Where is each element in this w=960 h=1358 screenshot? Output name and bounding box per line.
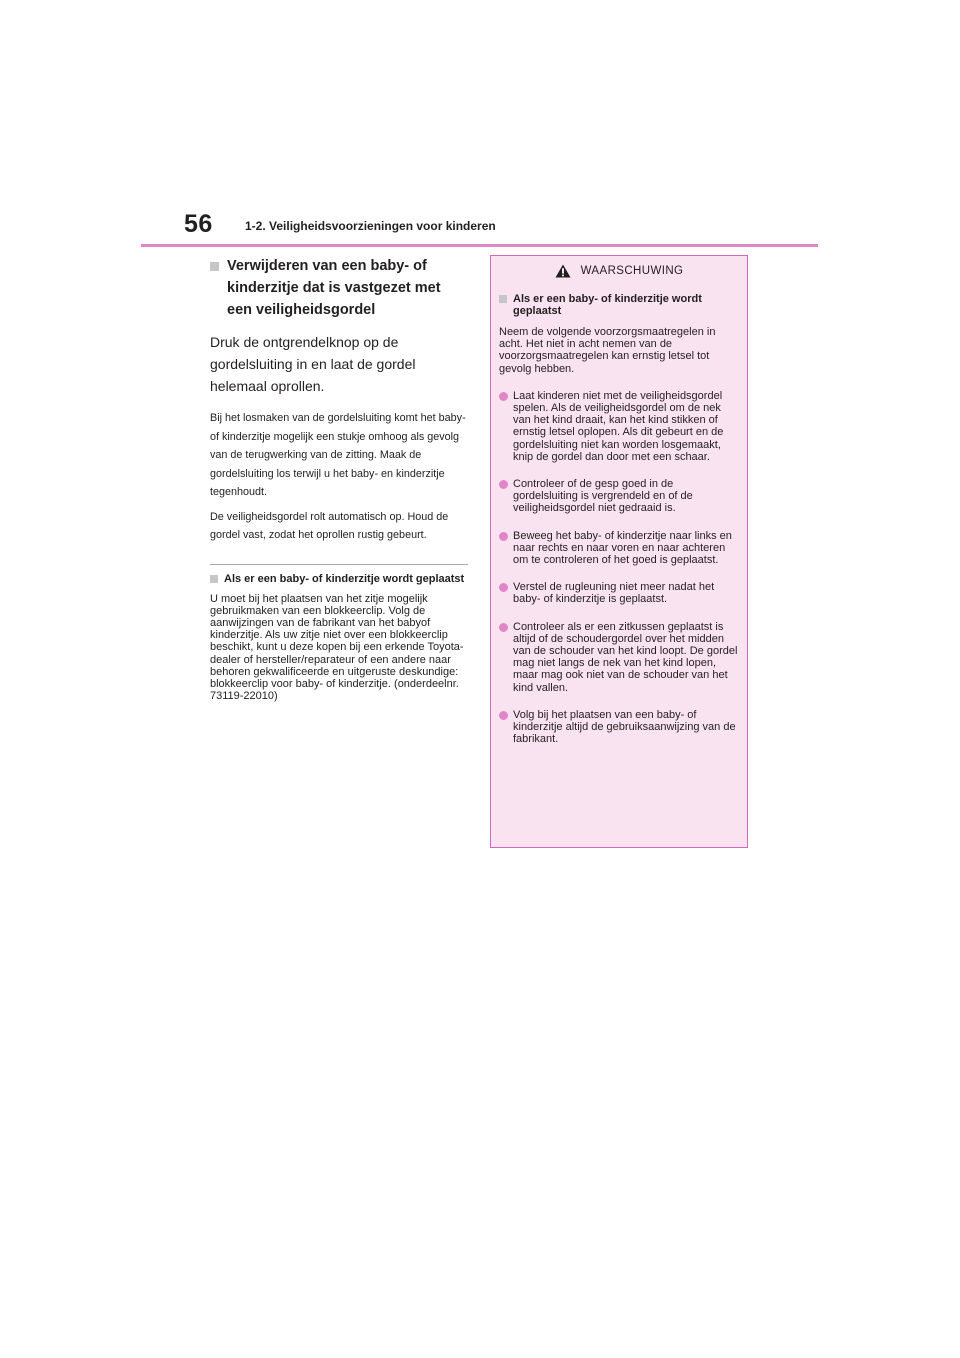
main-column xyxy=(210,255,468,702)
warning-bullet xyxy=(499,390,739,463)
note-heading xyxy=(210,573,468,585)
warning-bullet-text: Volg bij het plaatsen van een baby- of kinderzitje altijd de gebruiksaanwijzing van de fabrikant. xyxy=(513,708,736,746)
removal-paragraph-1: Bij het losmaken van de gordelsluiting komt het baby- of kinderzitje mogelijk een stukje omhoog als gevolg van de terugwerking van de zitting. Maak de gordelsluiting los terwijl u het baby- en kinderzitje tegenhoudt. xyxy=(210,412,466,498)
bullet-dot-icon xyxy=(499,583,508,592)
note-divider xyxy=(210,564,468,565)
bullet-dot-icon xyxy=(499,711,508,720)
bullet-dot-icon xyxy=(499,480,508,489)
removal-heading xyxy=(210,255,468,321)
square-bullet-icon xyxy=(210,262,219,271)
warning-heading xyxy=(499,293,739,317)
warning-bullet xyxy=(499,621,739,694)
warning-bullet-text: Verstel de rugleuning niet meer nadat het baby- of kinderzitje is geplaatst. xyxy=(513,581,715,606)
bullet-dot-icon xyxy=(499,392,508,401)
warning-bullet-text: Controleer als er een zitkussen geplaatst is altijd of de schoudergordel over het midden van de schouder van het kind loopt. De gordel mag niet langs de nek van het kind lopen, maar mag ook niet van de schouder van het kind vallen. xyxy=(513,620,738,694)
warning-box xyxy=(490,255,748,848)
warning-triangle-icon xyxy=(555,264,571,278)
removal-paragraph-2: De veiligheidsgordel rolt automatisch op. Houd de gordel vast, zodat het oprollen rustig gebeurt. xyxy=(210,510,449,541)
removal-heading-text: Verwijderen van een baby- of kinderzitje dat is vastgezet met een veiligheidsgordel xyxy=(227,258,441,318)
note-heading-text: Als er een baby- of kinderzitje wordt geplaatst xyxy=(224,572,465,585)
warning-bullet xyxy=(499,478,739,515)
removal-instruction: Druk de ontgrendelknop op de gordelsluiting in en laat de gordel helemaal oprollen. xyxy=(210,334,416,394)
warning-heading-text: Als er een baby- of kinderzitje wordt geplaatst xyxy=(513,293,702,317)
page-number: 56 xyxy=(184,210,213,238)
warning-bullet-text: Laat kinderen niet met de veiligheidsgordel spelen. Als de veiligheidsgordel om de nek van het kind draait, kan het kind stikken of ernstig letsel oplopen. Als dit gebeurt en de gordelsluiting niet kan worden losgemaakt, knip de gordel dan door met een schaar. xyxy=(513,389,724,463)
warning-bullet-text: Beweeg het baby- of kinderzitje naar links en naar rechts en naar voren en naar achteren om te controleren of het goed is geplaatst. xyxy=(513,529,732,567)
warning-bullet xyxy=(499,581,739,605)
warning-bullet xyxy=(499,530,739,567)
warning-content xyxy=(491,286,747,745)
section-title: 1-2. Veiligheidsvoorzieningen voor kinderen xyxy=(245,219,496,233)
bullet-dot-icon xyxy=(499,532,508,541)
header-rule xyxy=(141,244,818,247)
warning-header xyxy=(491,256,747,286)
warning-bullet-text: Controleer of de gesp goed in de gordelsluiting is vergrendeld en of de veiligheidsgordel niet gedraaid is. xyxy=(513,478,693,515)
square-bullet-icon xyxy=(210,575,218,583)
square-bullet-icon xyxy=(499,295,507,303)
warning-title: WAARSCHUWING xyxy=(580,265,684,277)
bullet-dot-icon xyxy=(499,623,508,632)
warning-bullet xyxy=(499,709,739,746)
note-body: U moet bij het plaatsen van het zitje mogelijk gebruikmaken van een blokkeerclip. Volg de aanwijzingen van de fabrikant van het babyof kinderzitje. Als uw zitje niet over een blokkeerclip beschikt, kunt u deze kopen bij een erkende Toyota-dealer of hersteller/reparateur of een andere naar behoren gekwalificeerde en uitgeruste deskundige: blokkeerclip voor baby- of kinderzitje. (onderdeelnr. 73119-22010) xyxy=(210,592,464,703)
warning-intro: Neem de volgende voorzorgsmaatregelen in acht. Het niet in acht nemen van de voorzorgsmaatregelen kan ernstig letsel tot gevolg hebben. xyxy=(499,326,716,375)
